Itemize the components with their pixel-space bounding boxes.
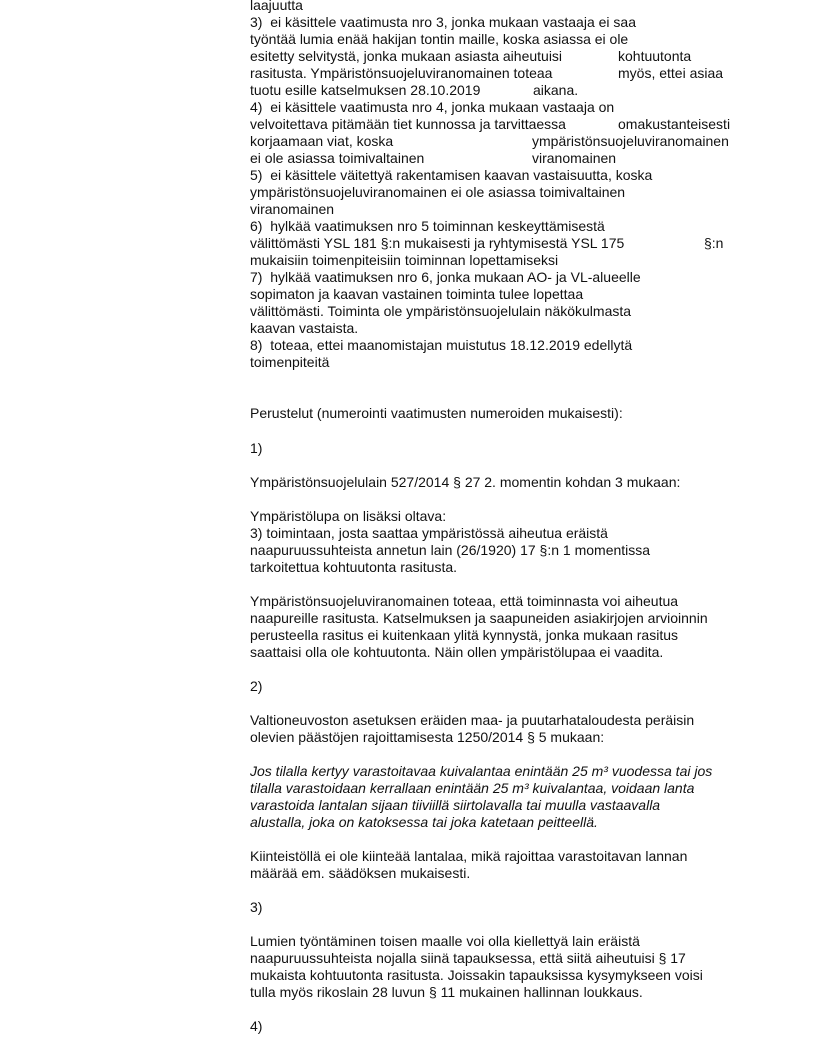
- decision-item-3-line: rasitusta. Ympäristönsuojeluviranomainen toteaa: [250, 65, 553, 81]
- decision-item-3-line: esitetty selvitystä, jonka mukaan asiasta aiheutuisi: [250, 48, 563, 64]
- reason-2-law-ref-line: olevien päästöjen rajoittamisesta 1250/2014 § 5 mukaan:: [250, 729, 605, 745]
- decision-item-6-line: 6) hylkää vaatimuksen nro 5 toiminnan keskeyttämisestä: [250, 218, 605, 234]
- reason-3-text-line: Lumien työntäminen toisen maalle voi olla kiellettyä lain eräistä: [250, 933, 640, 949]
- reason-1-conclusion-line: Ympäristönsuojeluviranomainen toteaa, että toiminnasta voi aiheutua: [250, 593, 679, 609]
- reason-1-quote-line: naapuruussuhteista annetun lain (26/1920) 17 §:n 1 momentissa: [250, 542, 651, 558]
- decision-item-5-line: ympäristönsuojeluviranomainen ei ole asiassa toimivaltainen: [250, 184, 626, 200]
- reason-1-quote-line: tarkoitettua kohtuutonta rasitusta.: [250, 559, 458, 575]
- reason-2-conclusion-line: Kiinteistöllä ei ole kiinteää lantalaa, mikä rajoittaa varastoitavan lannan: [250, 848, 688, 864]
- decision-item-3-tabbed: kohtuutonta: [618, 48, 692, 64]
- decision-item-5-line: viranomainen: [250, 201, 335, 217]
- reason-1-conclusion-line: saattaisi olla ole kohtuutonta. Näin ollen ympäristölupaa ei vaadita.: [250, 644, 664, 660]
- decision-item-4-line: korjaamaan viat, koska: [250, 133, 394, 149]
- reason-4-number: 4): [250, 1018, 263, 1034]
- reason-1-conclusion-line: naapureille rasitusta. Katselmuksen ja saapuneiden asiakirjojen arvioinnin: [250, 610, 708, 626]
- decision-item-continuation: laajuutta: [250, 0, 303, 13]
- decision-item-6-line: välittömästi YSL 181 §:n mukaisesti ja ryhtymisestä YSL 175: [250, 235, 625, 251]
- decision-item-3-tabbed: aikana.: [533, 82, 579, 98]
- reason-3-text-line: mukaista kohtuutonta rasitusta. Joissakin tapauksissa kysymykseen voisi: [250, 967, 703, 983]
- reason-1-quote-line: 3) toimintaan, josta saattaa ympäristössä aiheutua eräistä: [250, 525, 608, 541]
- reason-3-text-line: tulla myös rikoslain 28 luvun § 11 mukainen hallinnan loukkaus.: [250, 984, 643, 1000]
- decision-item-5-line: 5) ei käsittele väitettyä rakentamisen kaavan vastaisuutta, koska: [250, 167, 653, 183]
- decision-item-7-line: 7) hylkää vaatimuksen nro 6, jonka mukaan AO- ja VL-alueelle: [250, 269, 641, 285]
- reason-2-quote-line: Jos tilalla kertyy varastoitavaa kuivalantaa enintään 25 m³ vuodessa tai jos: [250, 763, 713, 779]
- reason-3-text-line: naapuruussuhteista nojalla siinä tapauksessa, että siitä aiheutuisi § 17: [250, 950, 686, 966]
- decision-item-6-tabbed: §:n: [704, 235, 724, 251]
- decision-item-3-line: tuotu esille katselmuksen 28.10.2019: [250, 82, 481, 98]
- reason-1-quote-line: Ympäristölupa on lisäksi oltava:: [250, 508, 447, 524]
- reason-2-quote-line: alustalla, joka on katoksessa tai joka katetaan peitteellä.: [250, 814, 598, 830]
- decision-item-4-line: velvoitettava pitämään tiet kunnossa ja tarvittaessa: [250, 116, 566, 132]
- decision-item-6-line: mukaisiin toimenpiteisiin toiminnan lopettamiseksi: [250, 252, 559, 268]
- decision-item-8-line: 8) toteaa, ettei maanomistajan muistutus 18.12.2019 edellytä: [250, 337, 633, 353]
- decision-item-7-line: kaavan vastaista.: [250, 320, 359, 336]
- decision-item-8-line: toimenpiteitä: [250, 354, 330, 370]
- decision-item-4-tabbed: omakustanteisesti: [618, 116, 731, 132]
- decision-item-4-tabbed: viranomainen: [532, 150, 617, 166]
- decision-item-4-tabbed: ympäristönsuojeluviranomainen: [532, 133, 729, 149]
- decision-item-3-tabbed: myös, ettei asiaa: [618, 65, 724, 81]
- reason-2-quote-line: tilalla varastoidaan kerrallaan enintään 25 m³ kuivalantaa, voidaan lanta: [250, 780, 695, 796]
- reasons-heading: Perustelut (numerointi vaatimusten numeroiden mukaisesti):: [250, 405, 623, 421]
- decision-item-7-line: sopimaton ja kaavan vastainen toiminta tulee lopettaa: [250, 286, 584, 302]
- reason-2-quote-line: varastoida lantalan sijaan tiiviillä siirtolavalla tai muulla vastaavalla: [250, 797, 661, 813]
- reason-1-conclusion-line: perusteella rasitus ei kuitenkaan ylitä kynnystä, jonka mukaan rasitus: [250, 627, 678, 643]
- reason-2-number: 2): [250, 678, 263, 694]
- decision-item-7-line: välittömästi. Toiminta ole ympäristönsuojelulain näkökulmasta: [250, 303, 632, 319]
- decision-item-3-line: 3) ei käsittele vaatimusta nro 3, jonka mukaan vastaaja ei saa: [250, 14, 636, 30]
- reason-1-law-ref: Ympäristönsuojelulain 527/2014 § 27 2. momentin kohdan 3 mukaan:: [250, 474, 681, 490]
- decision-item-3-line: työntää lumia enää hakijan tontin maille, koska asiassa ei ole: [250, 31, 629, 47]
- reason-2-conclusion-line: määrää em. säädöksen mukaisesti.: [250, 865, 471, 881]
- reason-3-number: 3): [250, 899, 263, 915]
- decision-item-4-line: ei ole asiassa toimivaltainen: [250, 150, 425, 166]
- decision-item-4-line: 4) ei käsittele vaatimusta nro 4, jonka mukaan vastaaja on: [250, 99, 615, 115]
- reason-1-number: 1): [250, 440, 263, 456]
- reason-2-law-ref-line: Valtioneuvoston asetuksen eräiden maa- ja puutarhataloudesta peräisin: [250, 712, 695, 728]
